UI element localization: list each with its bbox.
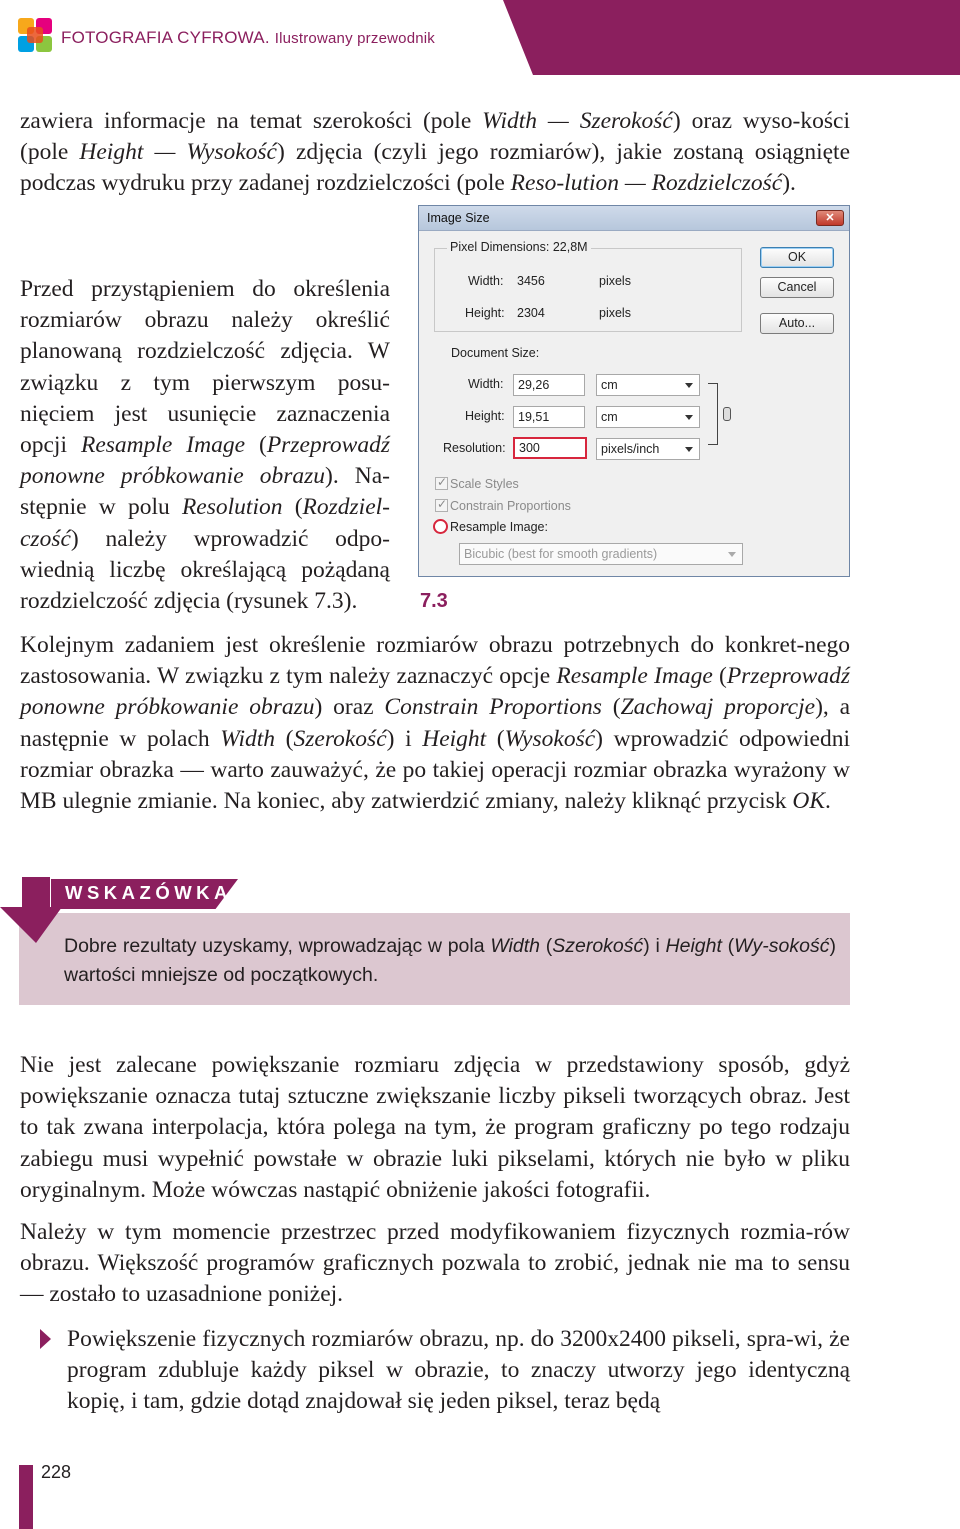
doc-width-label: Width: [468, 377, 504, 391]
doc-width-input[interactable]: 29,26 [513, 374, 585, 396]
running-header [61, 28, 435, 48]
doc-height-input[interactable]: 19,51 [513, 406, 585, 428]
figure-caption: 7.3 [420, 590, 448, 612]
paragraph-3: Kolejnym zadaniem jest określenie rozmiarów obrazu potrzebnych do konkret-nego zastosowania. W związku z tym należy zaznaczyć opcje Resample Image (Przeprowadź ponowne próbkowanie obrazu) oraz Constrain Proportions (Zachowaj proporcje), a następnie w polach Width (Szerokość) i Height (Wysokość) wprowadzić odpowiedni rozmiar obrazka — warto zauważyć, że po takiej operacji rozmiar obrazka wyrażony w MB ulegnie zmianie. Na koniec, aby zatwierdzić zmiany, należy kliknąć przycisk OK. [20, 632, 851, 815]
constrain-proportions-checkbox[interactable] [435, 499, 448, 512]
paragraph-4: Nie jest zalecane powiększanie rozmiaru zdjęcia w przedstawiony sposób, gdyż powiększanie oznacza tutaj sztuczne zwiększanie liczby pikseli tworzących obraz. Jest to tak zwana interpolacja, która polega na tym, że program graficzny po tego rodzaju zabiegu musi wypełnić powstałe w obrazie luki pikselami, których nie było w pliku oryginalnym. Może wówczas nastąpić obniżenie jakości fotografii. [20, 1052, 850, 1203]
pixel-dimensions-label: Pixel Dimensions: 22,8M [447, 240, 591, 254]
document-size-label: Document Size: [451, 346, 540, 360]
dialog-titlebar [419, 206, 849, 231]
width-label: Width: [468, 274, 504, 288]
paragraph-1: zawiera informacje na temat szerokości (pole Width — Szerokość) oraz wyso-kości (pole Height — Wysokość) zdjęcia (czyli jego rozmiarów), jakie zostaną osiągnięte podczas wydruku przy zadanej rozdzielczości (pole Reso-lution — Rozdzielczość). [20, 108, 850, 197]
cancel-button[interactable]: Cancel [760, 277, 834, 298]
scale-styles-label: Scale Styles [450, 477, 519, 491]
doc-height-label: Height: [465, 409, 505, 423]
ok-button[interactable]: OK [760, 247, 834, 268]
resample-method-select[interactable]: Bicubic (best for smooth gradients) [459, 543, 743, 565]
constrain-proportions-label: Constrain Proportions [450, 499, 571, 513]
dialog-title: Image Size [427, 211, 490, 225]
doc-height-unit-select[interactable]: cm [596, 406, 700, 428]
tip-label: WSKAZÓWKA [65, 882, 232, 903]
width-pixels-unit: pixels [599, 274, 631, 288]
resolution-input[interactable]: 300 [513, 437, 587, 459]
constrain-bracket [708, 383, 718, 445]
height-pixels-unit: pixels [599, 306, 631, 320]
header-band [503, 0, 960, 75]
resample-image-checkbox[interactable] [433, 519, 448, 534]
scale-styles-checkbox[interactable] [435, 477, 448, 490]
book-subtitle: Ilustrowany przewodnik [274, 30, 436, 47]
bullet-marker-icon [40, 1329, 51, 1349]
height-pixels-value: 2304 [517, 306, 545, 320]
auto-button[interactable]: Auto... [760, 313, 834, 334]
close-icon[interactable]: ✕ [816, 210, 844, 226]
footer-bar [19, 1465, 33, 1529]
tip-text: Dobre rezultaty uzyskamy, wprowadzając w pola Width (Szerokość) i Height (Wy-sokość) wartości mniejsze od początkowych. [64, 935, 836, 986]
resample-image-label: Resample Image: [450, 520, 548, 534]
chain-link-icon [723, 407, 731, 421]
book-title: FOTOGRAFIA CYFROWA. [61, 28, 270, 47]
page-number: 228 [41, 1462, 72, 1482]
doc-width-unit-select[interactable]: cm [596, 374, 700, 396]
resolution-unit-select[interactable]: pixels/inch [596, 438, 700, 460]
paragraph-2: Przed przystąpieniem do określenia rozmiarów obrazu należy określić planowaną rozdzielczość zdjęcia. W związku z tym pierwszym posu-nięciem jest usunięcie zaznaczenia opcji Resample Image (Przeprowadź ponowne próbkowanie obrazu). Na-stępnie w polu Resolution (Rozdziel-czość) należy wprowadzić odpo-wiednią liczbę określającą pożądaną rozdzielczość zdjęcia (rysunek 7.3). [20, 276, 390, 615]
bullet-item: Powiększenie fizycznych rozmiarów obrazu, np. do 3200x2400 pikseli, spra-wi, że program zdubluje każdy piksel w obrazie, to znaczy utworzy jego identyczną kopię, i tam, gdzie dotąd znajdował się jeden piksel, teraz będą [67, 1326, 850, 1415]
publisher-logo-icon [18, 18, 52, 52]
paragraph-5: Należy w tym momencie przestrzec przed modyfikowaniem fizycznych rozmia-rów obrazu. Większość programów graficznych pozwala to zrobić, jednak nie ma to sensu — zostało to uzasadnione poniżej. [20, 1219, 850, 1308]
resolution-label: Resolution: [443, 441, 506, 455]
chevron-down-icon [685, 447, 693, 452]
chevron-down-icon [685, 415, 693, 420]
chevron-down-icon [685, 383, 693, 388]
image-size-dialog [418, 205, 850, 577]
width-pixels-value: 3456 [517, 274, 545, 288]
height-label: Height: [465, 306, 505, 320]
chevron-down-icon [728, 552, 736, 557]
